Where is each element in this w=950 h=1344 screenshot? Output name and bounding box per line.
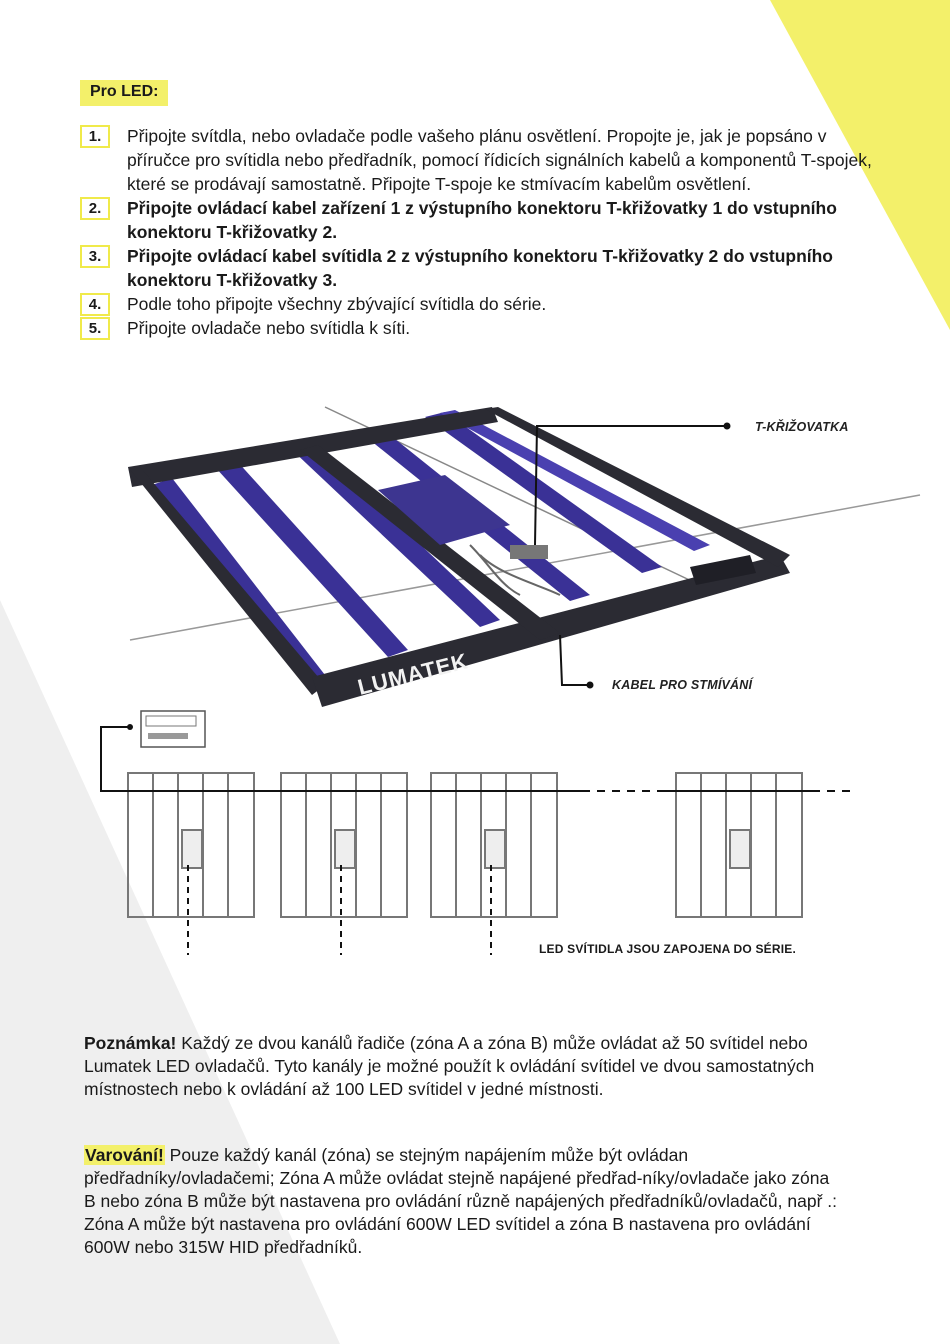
step-number: 1. [80, 125, 110, 148]
fixture-series [128, 773, 802, 917]
controller-cable [101, 727, 130, 791]
note-label: Poznámka! [84, 1033, 177, 1053]
step-text: Připojte ovládací kabel zařízení 1 z výstupního konektoru T-křižovatky 1 do vstupního konektoru T-křižovatky 2. [127, 198, 837, 242]
frame-left-rail [128, 467, 325, 695]
step-3 [80, 244, 880, 292]
step-number: 2. [80, 197, 110, 220]
series-caption: LED SVÍTIDLA JSOU ZAPOJENA DO SÉRIE. [539, 942, 797, 956]
step-number: 4. [80, 293, 110, 316]
warning-text: Pouze každý kanál (zóna) se stejným napájením může být ovládan předřadníky/ovladačemi; Zóna A může ovládat stejně napájené předřad-níky/ovladače jako zóna B nebo zóna B může být nastavena pro ovládání různě napájených předřadníků/ovladačů, např .: Zóna A může být nastavena pro ovládání 600W LED svítidel a zóna B nastavena pro ovládání 600W nebo 315W HID předřadníků. [84, 1145, 837, 1257]
lumatek-logo: LUMATEK [355, 648, 471, 700]
note-paragraph [84, 1032, 844, 1101]
callout-dimming-cable-label: KABEL PRO STMÍVÁNÍ [612, 678, 753, 692]
step-number: 3. [80, 245, 110, 268]
section-heading: Pro LED: [80, 80, 168, 106]
step-text: Připojte ovladače nebo svítidla k síti. [127, 318, 411, 338]
warning-label: Varování! [85, 1145, 164, 1165]
warning-paragraph [84, 1144, 844, 1259]
wiring-diagram [0, 395, 950, 975]
step-text: Připojte ovládací kabel svítidla 2 z výstupního konektoru T-křižovatky 2 do vstupního konektoru T-křižovatky 3. [127, 246, 833, 290]
callout-leader-dimming [560, 635, 590, 685]
steps-list [80, 124, 880, 340]
step-5 [80, 316, 880, 340]
callout-dot [127, 724, 133, 730]
t-junction-connector [510, 545, 548, 559]
fixture-4 [676, 773, 802, 917]
controller-buttons [148, 733, 188, 739]
fixture-2 [281, 773, 407, 917]
step-1 [80, 124, 880, 196]
step-text: Podle toho připojte všechny zbývající svítidla do série. [127, 294, 547, 314]
fixture-1 [128, 773, 254, 917]
step-4 [80, 292, 880, 316]
step-2 [80, 196, 880, 244]
note-text: Každý ze dvou kanálů řadiče (zóna A a zóna B) může ovládat až 50 svítidel nebo Lumatek LED ovladačů. Tyto kanály je možné použít k ovládání svítidel ve dvou samostatných místnostech nebo k ovládání až 100 LED svítidel v jedné místnosti. [84, 1033, 815, 1099]
step-number: 5. [80, 317, 110, 340]
callout-dot [724, 423, 731, 430]
led-bar [152, 478, 325, 682]
wiring-illustration [0, 395, 950, 975]
step-text: Připojte svítdla, nebo ovladače podle vašeho plánu osvětlení. Propojte je, jak je popsáno v příručce pro svítidla nebo předřadník, pomocí řídicích signálních kabelů a komponentů T-spojek, které se prodávají samostatně. Připojte T-spoje ke stmívacím kabelům osvětlení. [127, 126, 872, 194]
callout-dot [587, 682, 594, 689]
fixture-3 [431, 773, 557, 917]
callout-t-junction-label: T-KŘIŽOVATKA [755, 420, 849, 434]
led-bar [215, 460, 408, 657]
